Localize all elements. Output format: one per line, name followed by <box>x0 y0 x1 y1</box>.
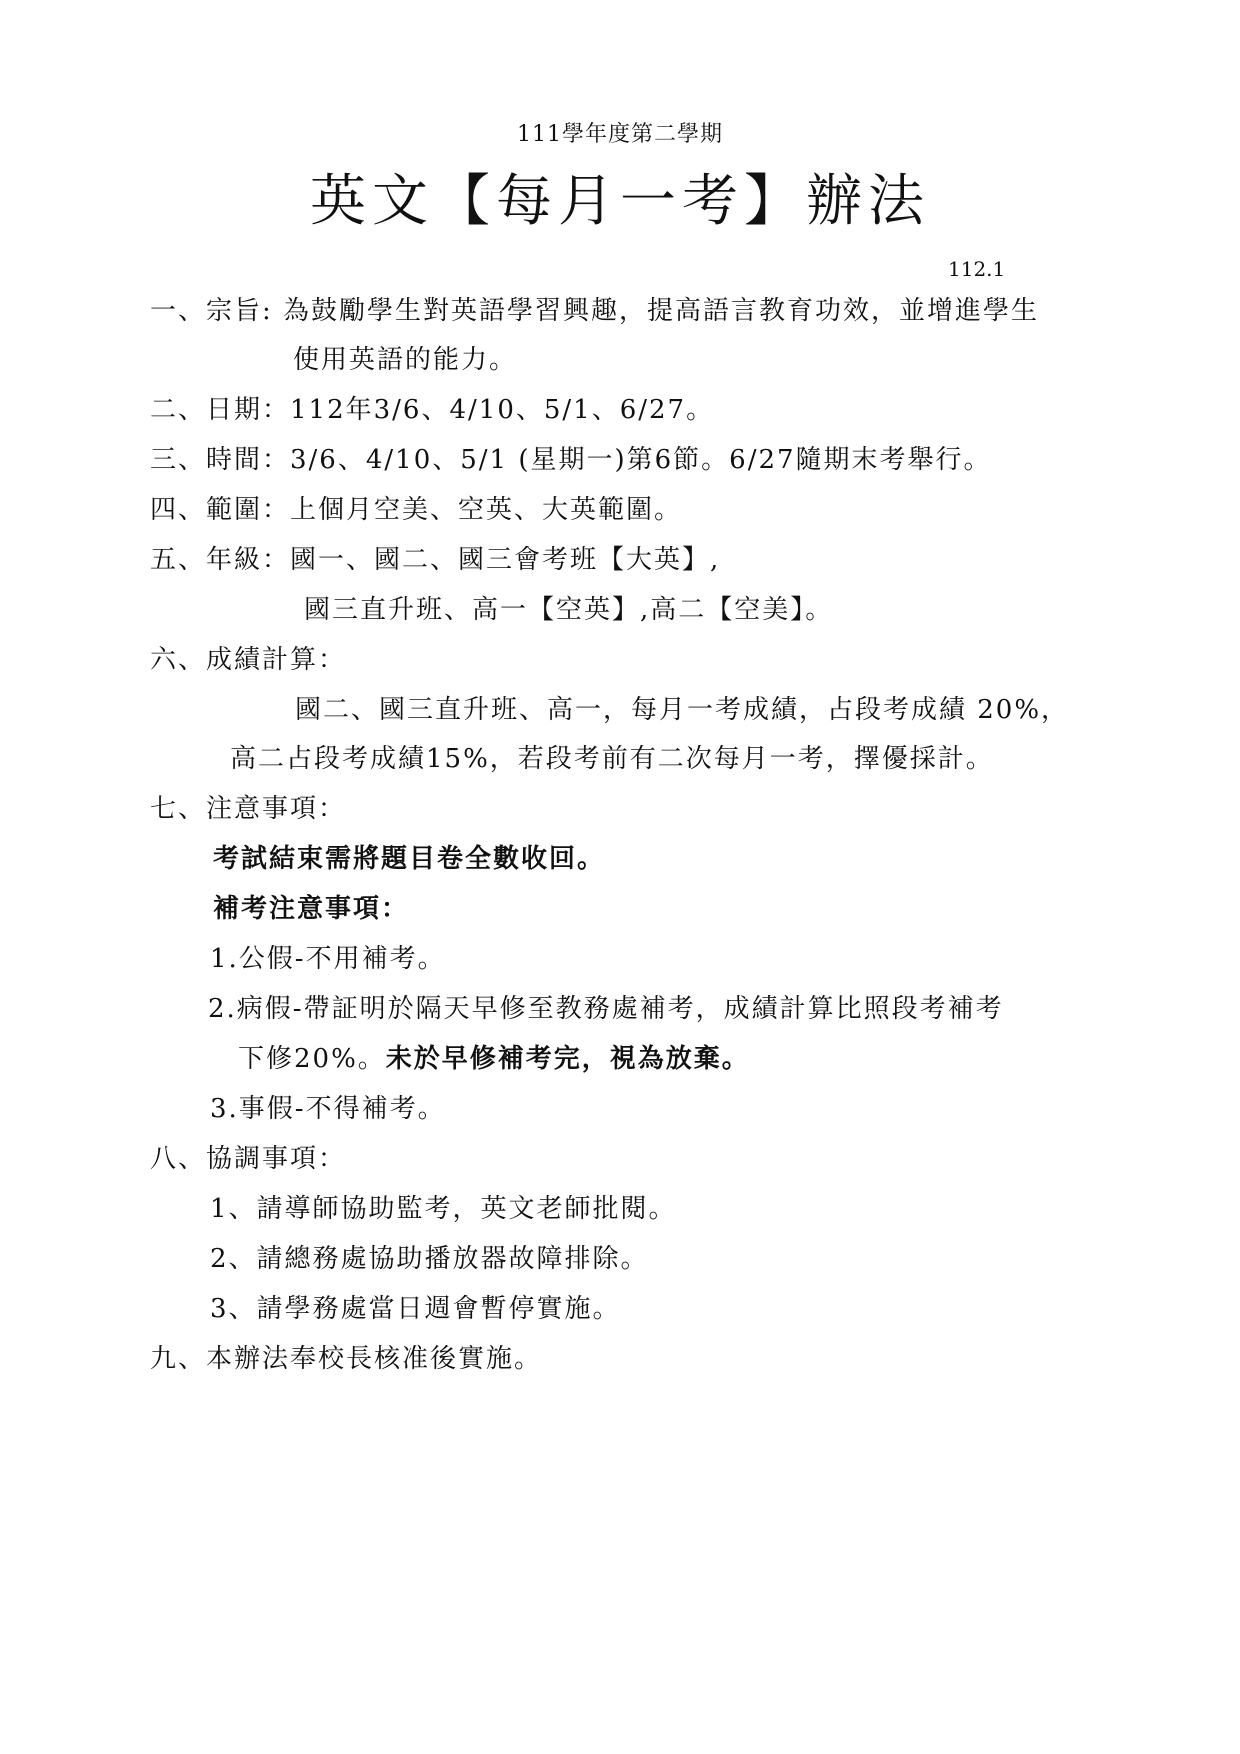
section-1-purpose-line-2: 使用英語的能力。 <box>293 345 518 375</box>
section-5-grades-line-1: 五、年級：國一、國二、國三會考班【大英】, <box>150 545 721 575</box>
section-4-scope: 四、範圍：上個月空美、空英、大英範圍。 <box>150 495 683 525</box>
section-8-heading: 八、協調事項： <box>150 1144 347 1174</box>
section-6-grading-line-1: 國二、國三直升班、高一，每月一考成績，占段考成績 20%， <box>295 695 1070 725</box>
section-9-approval: 九、本辦法奉校長核准後實施。 <box>150 1344 543 1374</box>
section-7-makeup-item-2-line-2 <box>238 1042 750 1076</box>
section-7-makeup-heading: 補考注意事項： <box>213 894 410 924</box>
section-8-item-2: 2、請總務處協助播放器故障排除。 <box>210 1244 649 1274</box>
section-8-item-3: 3、請學務處當日週會暫停實施。 <box>210 1294 621 1324</box>
makeup-forfeit-warning: 未於早修補考完，視為放棄。 <box>385 1044 750 1074</box>
section-7-makeup-item-2-line-1: 2.病假-帶証明於隔天早修至教務處補考，成績計算比照段考補考 <box>208 994 1004 1024</box>
section-2-dates: 二、日期：112年3/6、4/10、5/1、6/27。 <box>150 395 715 425</box>
section-3-time: 三、時間：3/6、4/10、5/1 (星期一)第6節。6/27隨期末考舉行。 <box>150 445 992 475</box>
section-7-makeup-item-1: 1.公假-不用補考。 <box>210 944 446 974</box>
makeup-deduction-text: 下修20%。 <box>238 1044 386 1074</box>
section-6-grading-line-2: 高二占段考成績15%，若段考前有二次每月一考，擇優採計。 <box>230 744 994 774</box>
section-1-purpose-line-1: 一、宗旨: 為鼓勵學生對英語學習興趣，提高語言教育功效，並增進學生 <box>150 296 1040 326</box>
document-subtitle: 111學年度第二學期 <box>517 122 723 147</box>
section-8-item-1: 1、請導師協助監考，英文老師批閱。 <box>210 1194 677 1224</box>
section-6-heading: 六、成績計算： <box>150 645 347 675</box>
section-5-grades-line-2: 國三直升班、高一【空英】,高二【空美】。 <box>304 595 834 625</box>
section-7-collect-papers-note: 考試結束需將題目卷全數收回。 <box>213 844 606 874</box>
document-date: 112.1 <box>948 257 1006 281</box>
section-7-makeup-item-3: 3.事假-不得補考。 <box>210 1094 446 1124</box>
section-7-heading: 七、注意事項： <box>150 794 347 824</box>
document-title: 英文【每月一考】辦法 <box>310 169 930 234</box>
